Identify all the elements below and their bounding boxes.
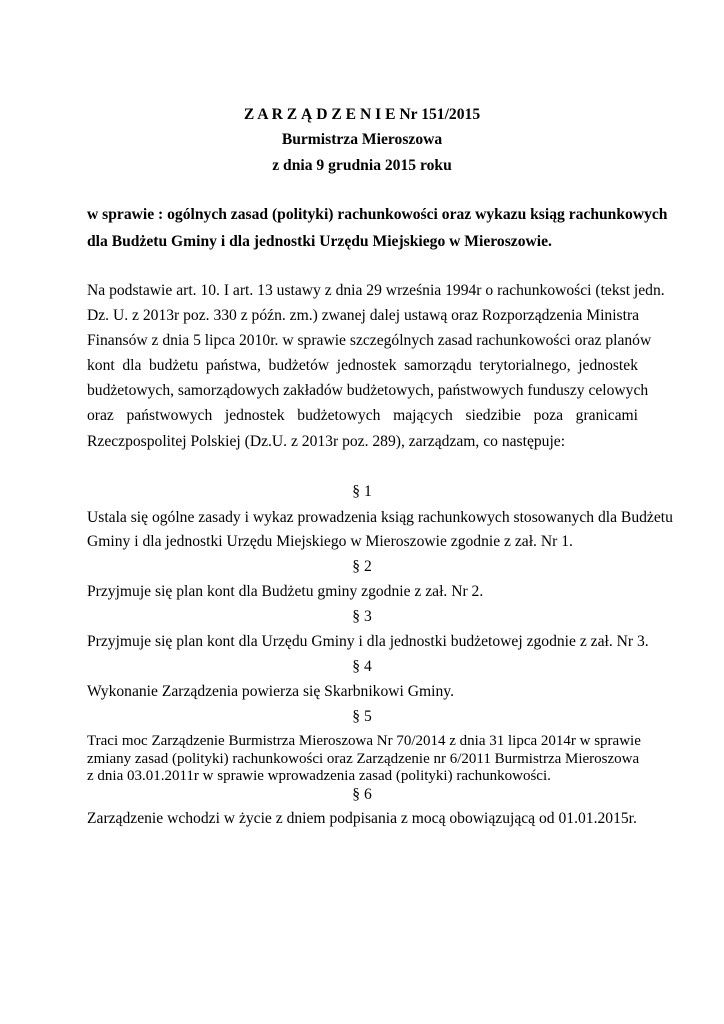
preamble-line: Rzeczpospolitej Polskiej (Dz.U. z 2013r poz. 289), zarządzam, co następuje: — [87, 433, 566, 450]
document-issuer: Burmistrza Mieroszowa — [281, 131, 443, 148]
section-mark: § 2 — [352, 558, 372, 575]
section-text: z dnia 03.01.2011r w sprawie wprowadzenia zasad (polityki) rachunkowości. — [87, 768, 551, 784]
section-text: Przyjmuje się plan kont dla Budżetu gminy zgodnie z zał. Nr 2. — [87, 583, 484, 600]
section-text: Traci moc Zarządzenie Burmistrza Mieroszowa Nr 70/2014 z dnia 31 lipca 2014r w sprawie — [87, 733, 641, 749]
document-title: Z A R Z Ą D Z E N I E Nr 151/2015 — [243, 106, 481, 123]
preamble-line: kont dla budżetu państwa, budżetów jednostek samorządu terytorialnego, jednostek — [87, 357, 638, 374]
section-text: Ustala się ogólne zasady i wykaz prowadzenia ksiąg rachunkowych stosowanych dla Budżetu — [87, 509, 673, 526]
section-mark: § 4 — [352, 658, 372, 675]
section-text: zmiany zasad (polityki) rachunkowości oraz Zarządzenie nr 6/2011 Burmistrza Mieroszowa — [87, 751, 640, 767]
section-mark: § 6 — [352, 786, 372, 803]
section-text: Przyjmuje się plan kont dla Urzędu Gminy i dla jednostki budżetowej zgodnie z zał. Nr 3. — [87, 633, 649, 650]
subject-line: w sprawie : ogólnych zasad (polityki) rachunkowości oraz wykazu ksiąg rachunkowych — [87, 206, 668, 223]
preamble-line: Finansów z dnia 5 lipca 2010r. w sprawie szczególnych zasad rachunkowości oraz planów — [87, 332, 652, 349]
preamble-line: Na podstawie art. 10. I art. 13 ustawy z dnia 29 września 1994r o rachunkowości (tekst jedn. — [87, 282, 665, 299]
subject-line: dla Budżetu Gminy i dla jednostki Urzędu Miejskiego w Mieroszowie. — [87, 233, 552, 250]
section-text: Wykonanie Zarządzenia powierza się Skarbnikowi Gminy. — [87, 683, 454, 700]
preamble-line: budżetowych, samorządowych zakładów budżetowych, państwowych funduszy celowych — [87, 382, 649, 399]
section-mark: § 1 — [352, 483, 372, 500]
section-mark: § 3 — [352, 608, 372, 625]
section-mark: § 5 — [352, 708, 372, 725]
preamble-line: Dz. U. z 2013r poz. 330 z późn. zm.) zwanej dalej ustawą oraz Rozporządzenia Ministra — [87, 307, 640, 324]
section-text: Gminy i dla jednostki Urzędu Miejskiego w Mieroszowie zgodnie z zał. Nr 1. — [87, 533, 573, 550]
document-date: z dnia 9 grudnia 2015 roku — [272, 157, 452, 174]
preamble-line: oraz państwowych jednostek budżetowych mających siedzibie poza granicami — [87, 407, 638, 424]
section-text: Zarządzenie wchodzi w życie z dniem podpisania z mocą obowiązującą od 01.01.2015r. — [87, 810, 637, 827]
